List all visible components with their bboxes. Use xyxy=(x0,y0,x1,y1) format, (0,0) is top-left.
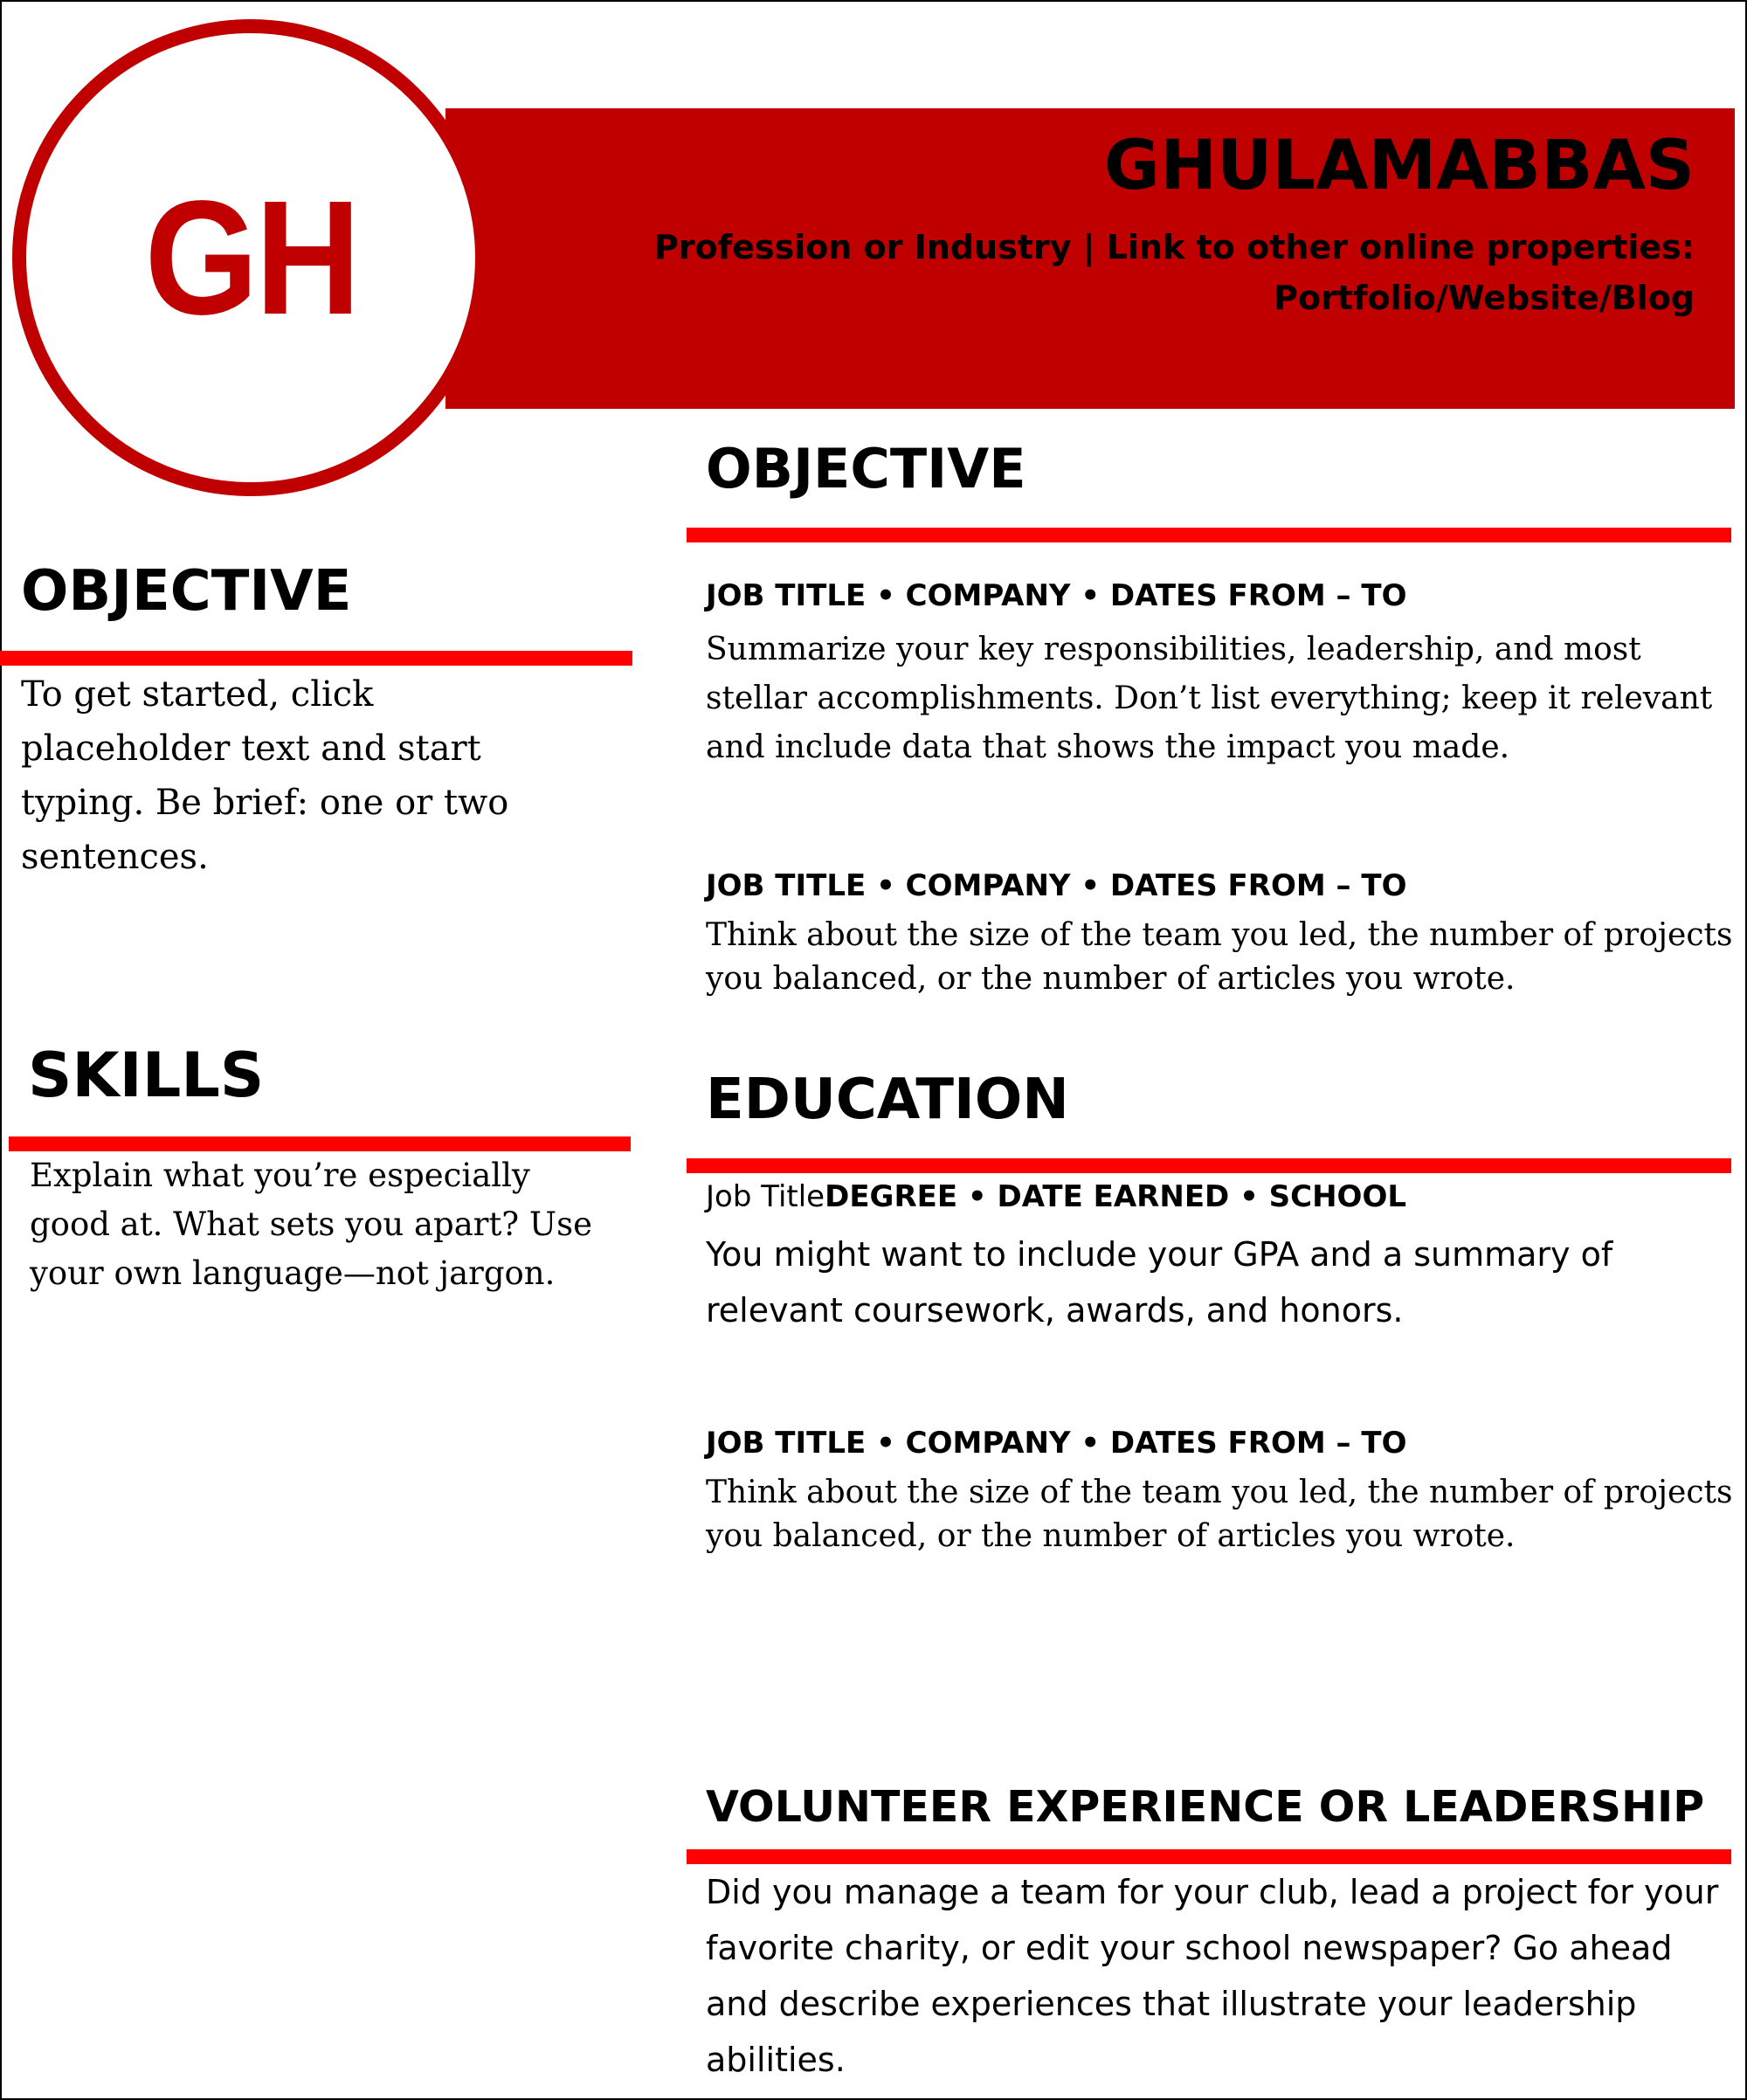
contact-line-1: Profession or Industry | Link to other online properties: xyxy=(654,228,1695,266)
left-objective-rule xyxy=(0,651,632,666)
volunteer-description: Did you manage a team for your club, lead a project for your favorite charity, or edit your school newspaper? Go ahead and describe experiences that illustrate your leadership abilities. xyxy=(706,1873,1719,2079)
volunteer-rule xyxy=(687,1849,1731,1864)
degree-line xyxy=(706,1179,1406,1214)
job-3-description: Think about the size of the team you led, the number of projects you balanced, or the number of articles you wrote. xyxy=(706,1475,1733,1554)
education-rule xyxy=(687,1158,1731,1173)
skills-rule xyxy=(9,1136,631,1151)
degree-details: DEGREE • DATE EARNED • SCHOOL xyxy=(825,1179,1407,1214)
left-objective-text: To get started, click placeholder text and start typing. Be brief: one or two sentences. xyxy=(21,674,509,877)
contact-info xyxy=(646,222,1695,323)
initials-circle xyxy=(12,19,489,496)
degree-description: You might want to include your GPA and a summary of relevant coursework, awards, and honors. xyxy=(706,1235,1613,1330)
header-banner xyxy=(445,108,1735,409)
left-objective-heading: OBJECTIVE xyxy=(21,559,352,624)
job-1-title: JOB TITLE • COMPANY • DATES FROM – TO xyxy=(706,578,1407,613)
initials: GH xyxy=(144,167,357,349)
job-3-title: JOB TITLE • COMPANY • DATES FROM – TO xyxy=(706,1426,1407,1461)
experience-heading: OBJECTIVE xyxy=(706,437,1026,501)
applicant-name: GHULAMABBAS xyxy=(1103,127,1695,205)
skills-heading: SKILLS xyxy=(28,1040,265,1111)
contact-line-2: Portfolio/Website/Blog xyxy=(1274,279,1695,317)
job-1-description: Summarize your key responsibilities, leadership, and most stellar accomplishments. Don’t list everything; keep it relevant and include data that shows the impact you made. xyxy=(706,632,1713,765)
job-2-title: JOB TITLE • COMPANY • DATES FROM – TO xyxy=(706,868,1407,903)
job-2-description: Think about the size of the team you led, the number of projects you balanced, or the number of articles you wrote. xyxy=(706,917,1733,997)
experience-rule xyxy=(687,528,1731,542)
degree-prefix: Job Title xyxy=(706,1179,825,1214)
volunteer-heading: VOLUNTEER EXPERIENCE OR LEADERSHIP xyxy=(706,1782,1705,1832)
education-heading: EDUCATION xyxy=(706,1067,1069,1132)
skills-text: Explain what you’re especially good at. What sets you apart? Use your own language—not jargon. xyxy=(30,1157,592,1292)
